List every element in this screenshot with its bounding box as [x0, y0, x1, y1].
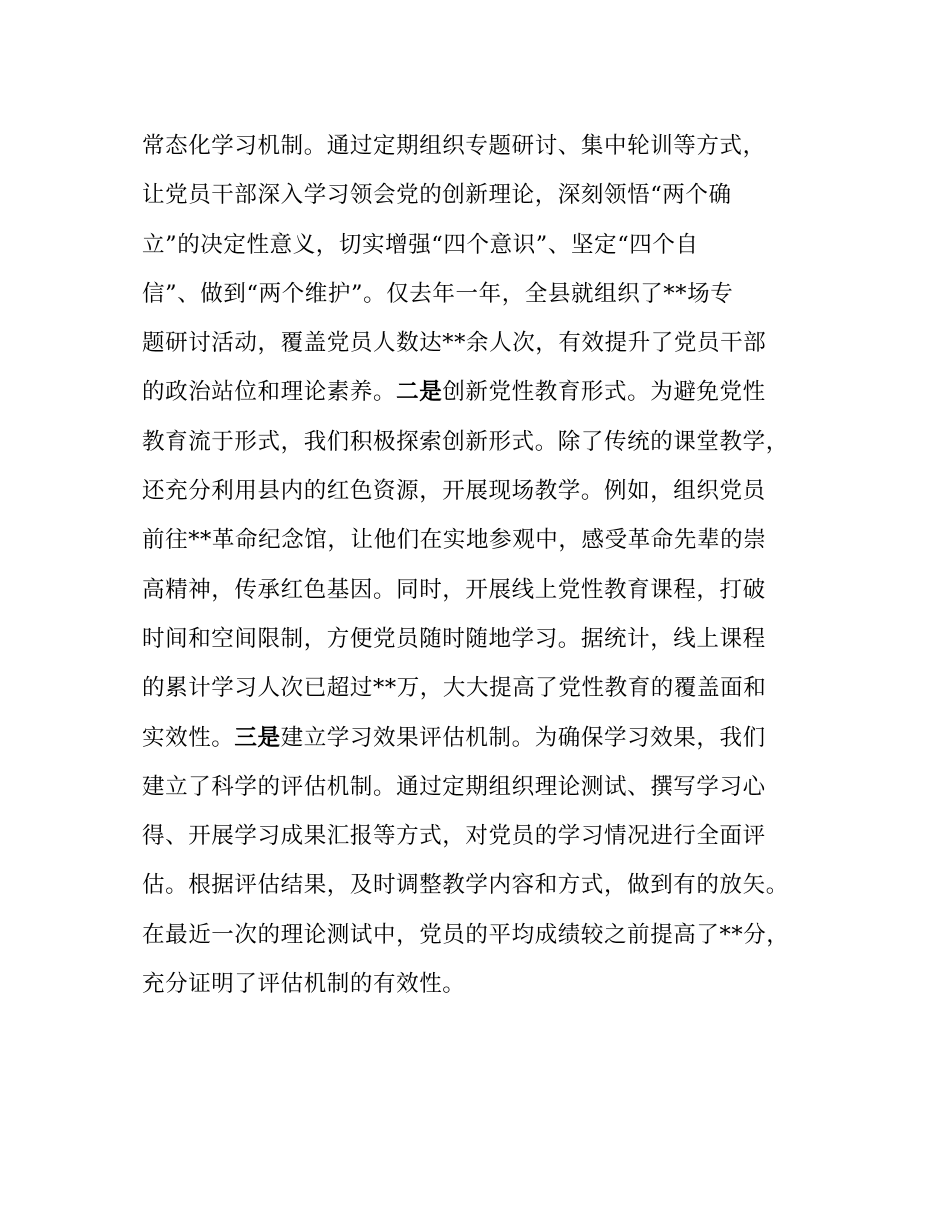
- text-line-14: [142, 763, 822, 812]
- text-run: 让党员干部深入学习领会党的创新理论，深刻领悟“两个确: [142, 182, 732, 209]
- text-run: 常态化学习机制。通过定期组织专题研讨、集中轮训等方式，: [142, 133, 766, 159]
- text-line-3: [142, 221, 822, 270]
- text-line-13: [142, 714, 822, 763]
- text-line-8: [142, 467, 822, 516]
- text-run: 的政治站位和理论素养。: [142, 379, 397, 406]
- text-run: 教育流于形式，我们积极探索创新形式。除了传统的课堂教学，: [142, 428, 789, 455]
- text-line-12: [142, 664, 822, 713]
- bold-marker-third: 三是: [234, 724, 281, 751]
- text-run: 建立学习效果评估机制。为确保学习效果，我们: [280, 724, 766, 751]
- text-line-15: [142, 812, 822, 861]
- text-line-2: [142, 171, 822, 220]
- text-run: 的累计学习人次已超过**万，大大提高了党性教育的覆盖面和: [142, 675, 767, 702]
- text-line-6: [142, 368, 822, 417]
- text-line-5: [142, 319, 822, 368]
- text-line-17: [142, 911, 822, 960]
- text-run: 信”、做到“两个维护”。仅去年一年，全县就组织了**场专: [142, 280, 734, 307]
- text-run: 估。根据评估结果，及时调整教学内容和方式，做到有的放矢。: [142, 872, 789, 899]
- text-line-4: [142, 270, 822, 319]
- text-line-1: [142, 122, 822, 171]
- text-line-18: [142, 960, 822, 1009]
- text-run: 创新党性教育形式。为避免党性: [442, 379, 766, 406]
- text-run: 题研讨活动，覆盖党员人数达**余人次，有效提升了党员干部: [142, 330, 767, 357]
- text-run: 充分证明了评估机制的有效性。: [142, 971, 466, 998]
- text-run: 时间和空间限制，方便党员随时随地学习。据统计，线上课程: [142, 625, 766, 652]
- body-paragraph: [142, 122, 822, 1009]
- text-run: 建立了科学的评估机制。通过定期组织理论测试、撰写学习心: [142, 773, 766, 800]
- text-run: 前往**革命纪念馆，让他们在实地参观中，感受革命先辈的崇: [142, 527, 767, 554]
- text-line-16: [142, 861, 822, 910]
- text-line-7: [142, 418, 822, 467]
- text-line-11: [142, 615, 822, 664]
- text-run: 高精神，传承红色基因。同时，开展线上党性教育课程，打破: [142, 576, 766, 603]
- text-run: 立”的决定性意义，切实增强“四个意识”、坚定“四个自: [142, 231, 699, 258]
- text-run: 实效性。: [142, 724, 235, 751]
- text-run: 在最近一次的理论测试中，党员的平均成绩较之前提高了**分，: [142, 921, 790, 948]
- text-run: 还充分利用县内的红色资源，开展现场教学。例如，组织党员: [142, 478, 766, 505]
- text-run: 得、开展学习成果汇报等方式，对党员的学习情况进行全面评: [142, 823, 766, 850]
- bold-marker-second: 二是: [396, 379, 443, 406]
- text-line-10: [142, 566, 822, 615]
- text-line-9: [142, 516, 822, 565]
